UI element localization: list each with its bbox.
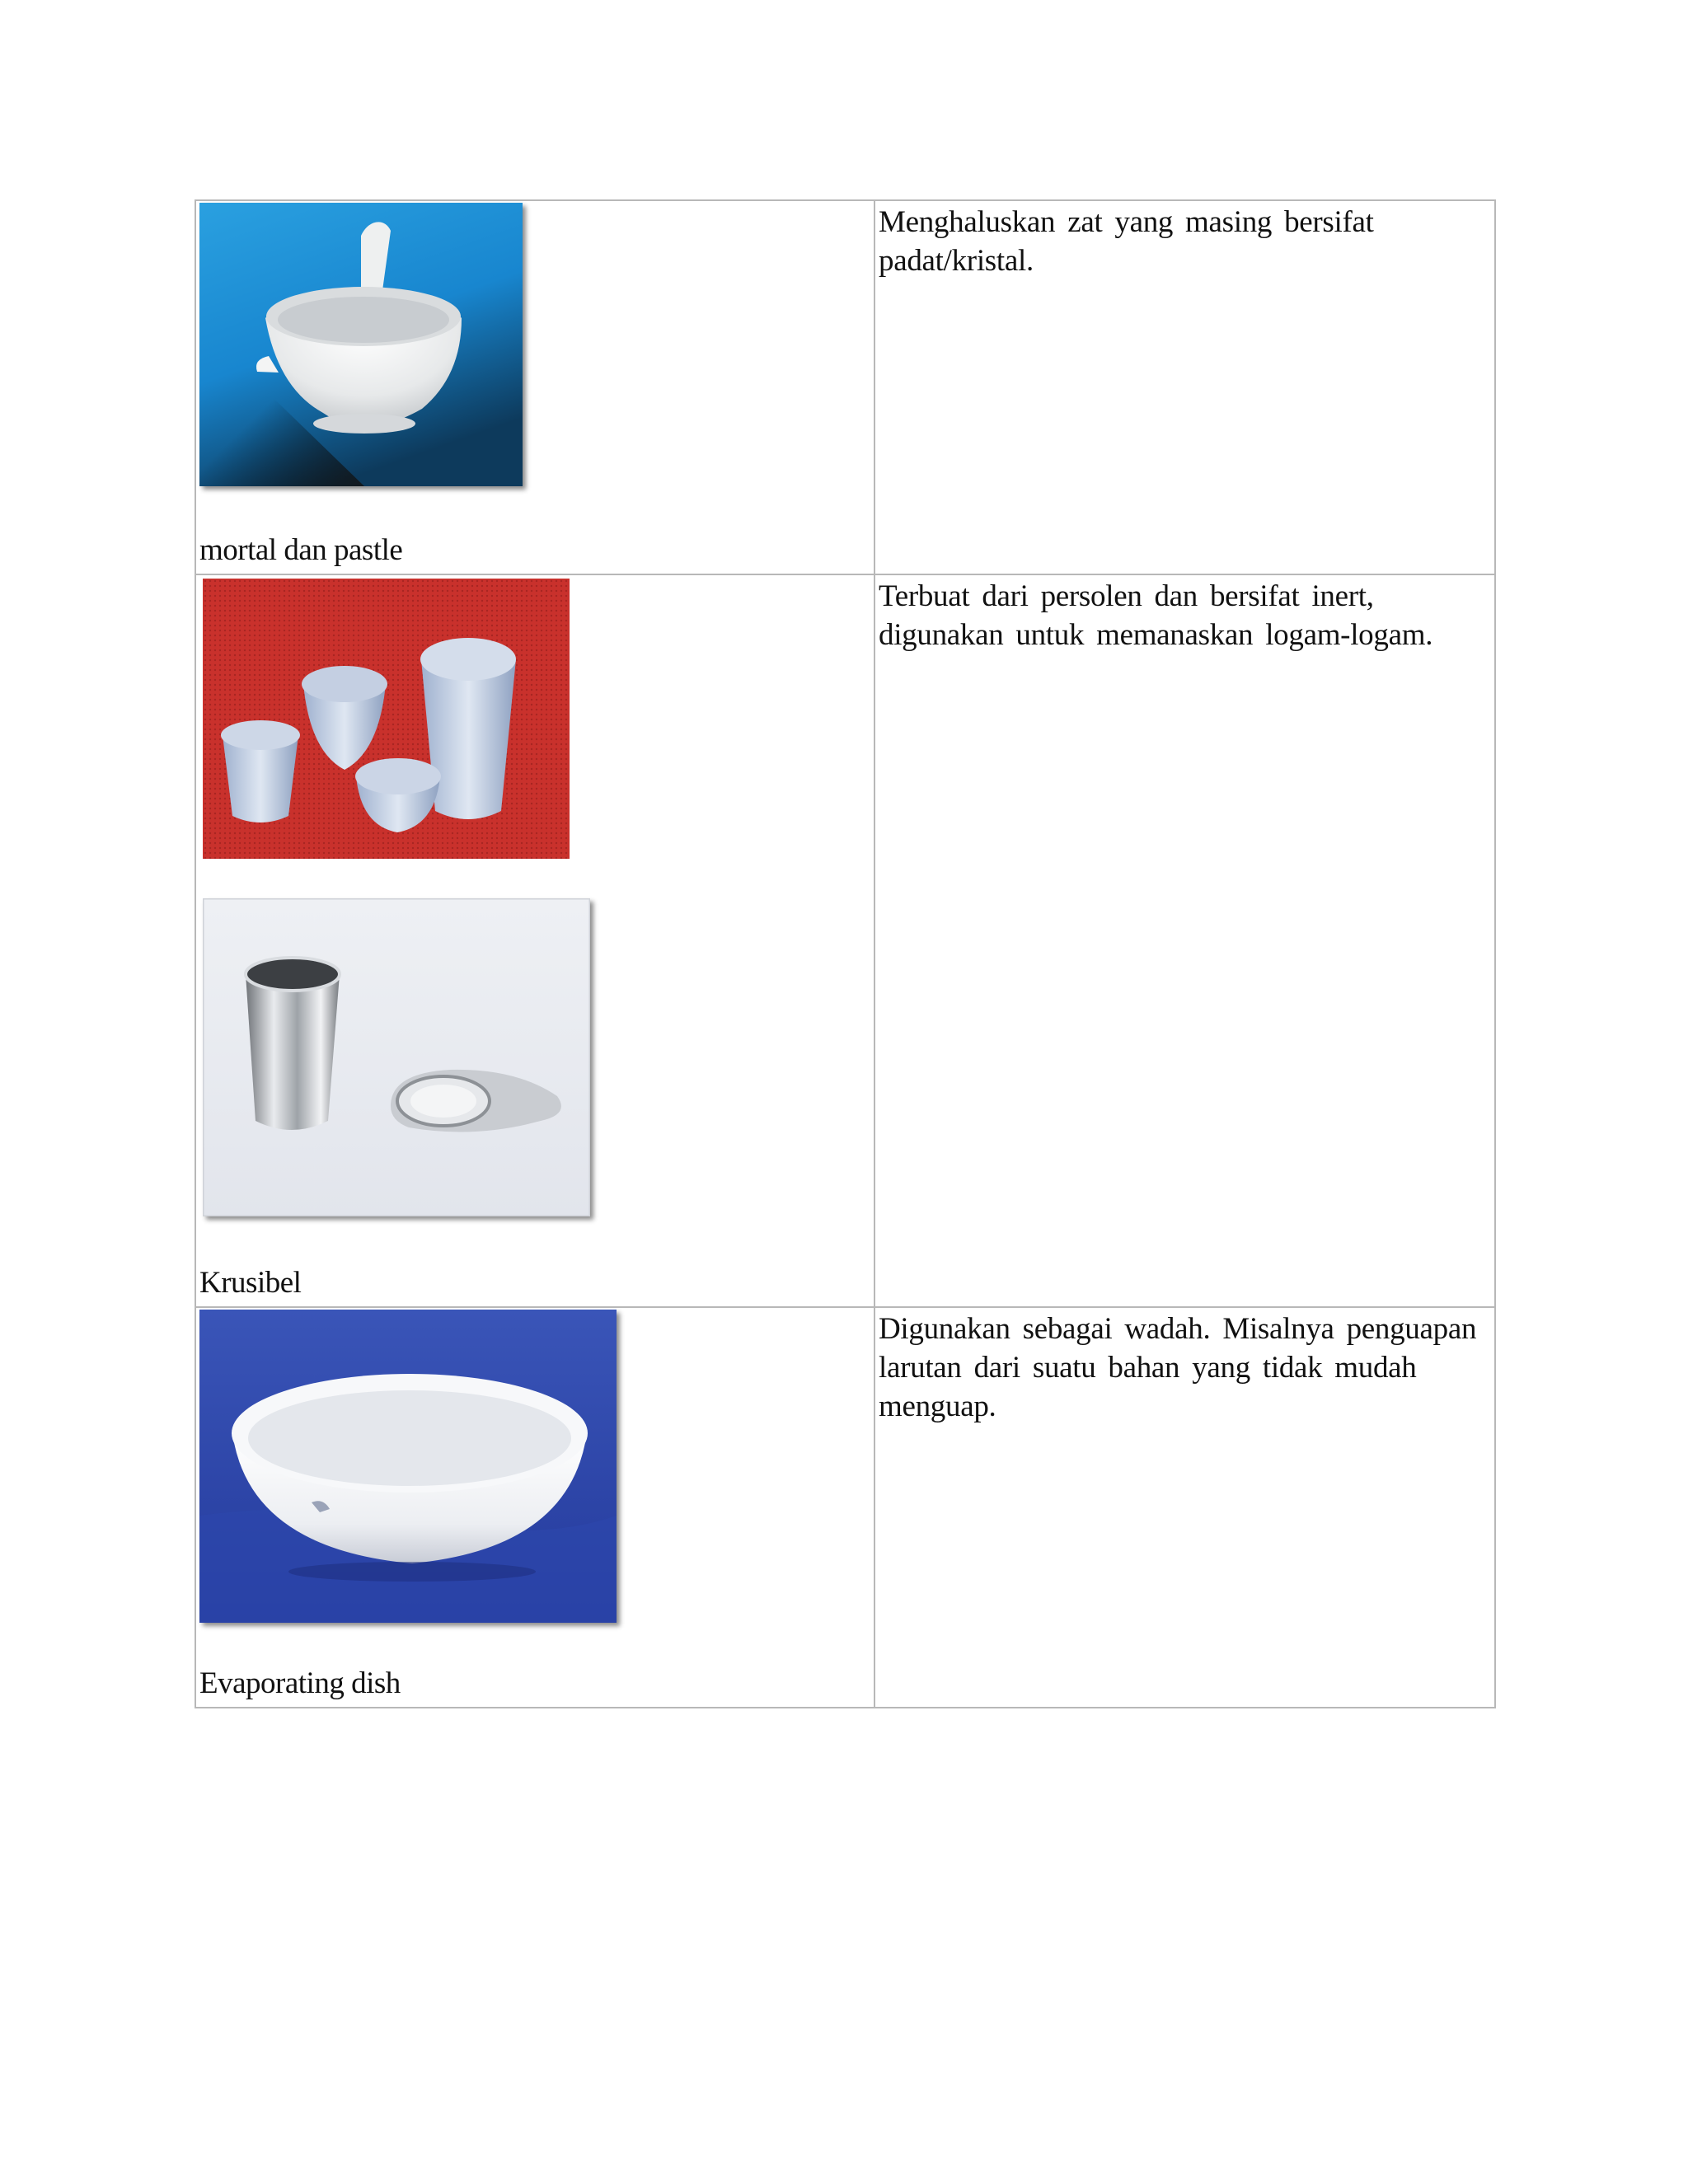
description-cell xyxy=(874,200,1495,574)
evaporating-dish-photo-icon xyxy=(199,1310,617,1623)
table-row xyxy=(195,1307,1495,1708)
equipment-description: Digunakan sebagai wadah. Misalnya penguapan larutan dari suatu bahan yang tidak mudah menguap. xyxy=(879,1312,1477,1423)
equipment-cell xyxy=(195,1307,874,1708)
mortar-and-pestle-photo-icon xyxy=(199,203,523,486)
description-cell xyxy=(874,1307,1495,1708)
metal-crucible-with-lid-photo-icon xyxy=(203,898,590,1216)
equipment-description: Terbuat dari persolen dan bersifat inert, digunakan untuk memanaskan logam-logam. xyxy=(879,579,1433,652)
equipment-cell xyxy=(195,200,874,574)
equipment-description: Menghaluskan zat yang masing bersifat padat/kristal. xyxy=(879,205,1374,278)
equipment-caption: Krusibel xyxy=(199,1266,302,1300)
table-row xyxy=(195,200,1495,574)
equipment-caption: Evaporating dish xyxy=(199,1666,401,1700)
description-cell xyxy=(874,574,1495,1307)
table-row xyxy=(195,574,1495,1307)
equipment-cell xyxy=(195,574,874,1307)
lab-equipment-table xyxy=(195,199,1496,1708)
porcelain-crucibles-photo-icon xyxy=(203,579,570,859)
equipment-caption: mortal dan pastle xyxy=(199,533,403,567)
